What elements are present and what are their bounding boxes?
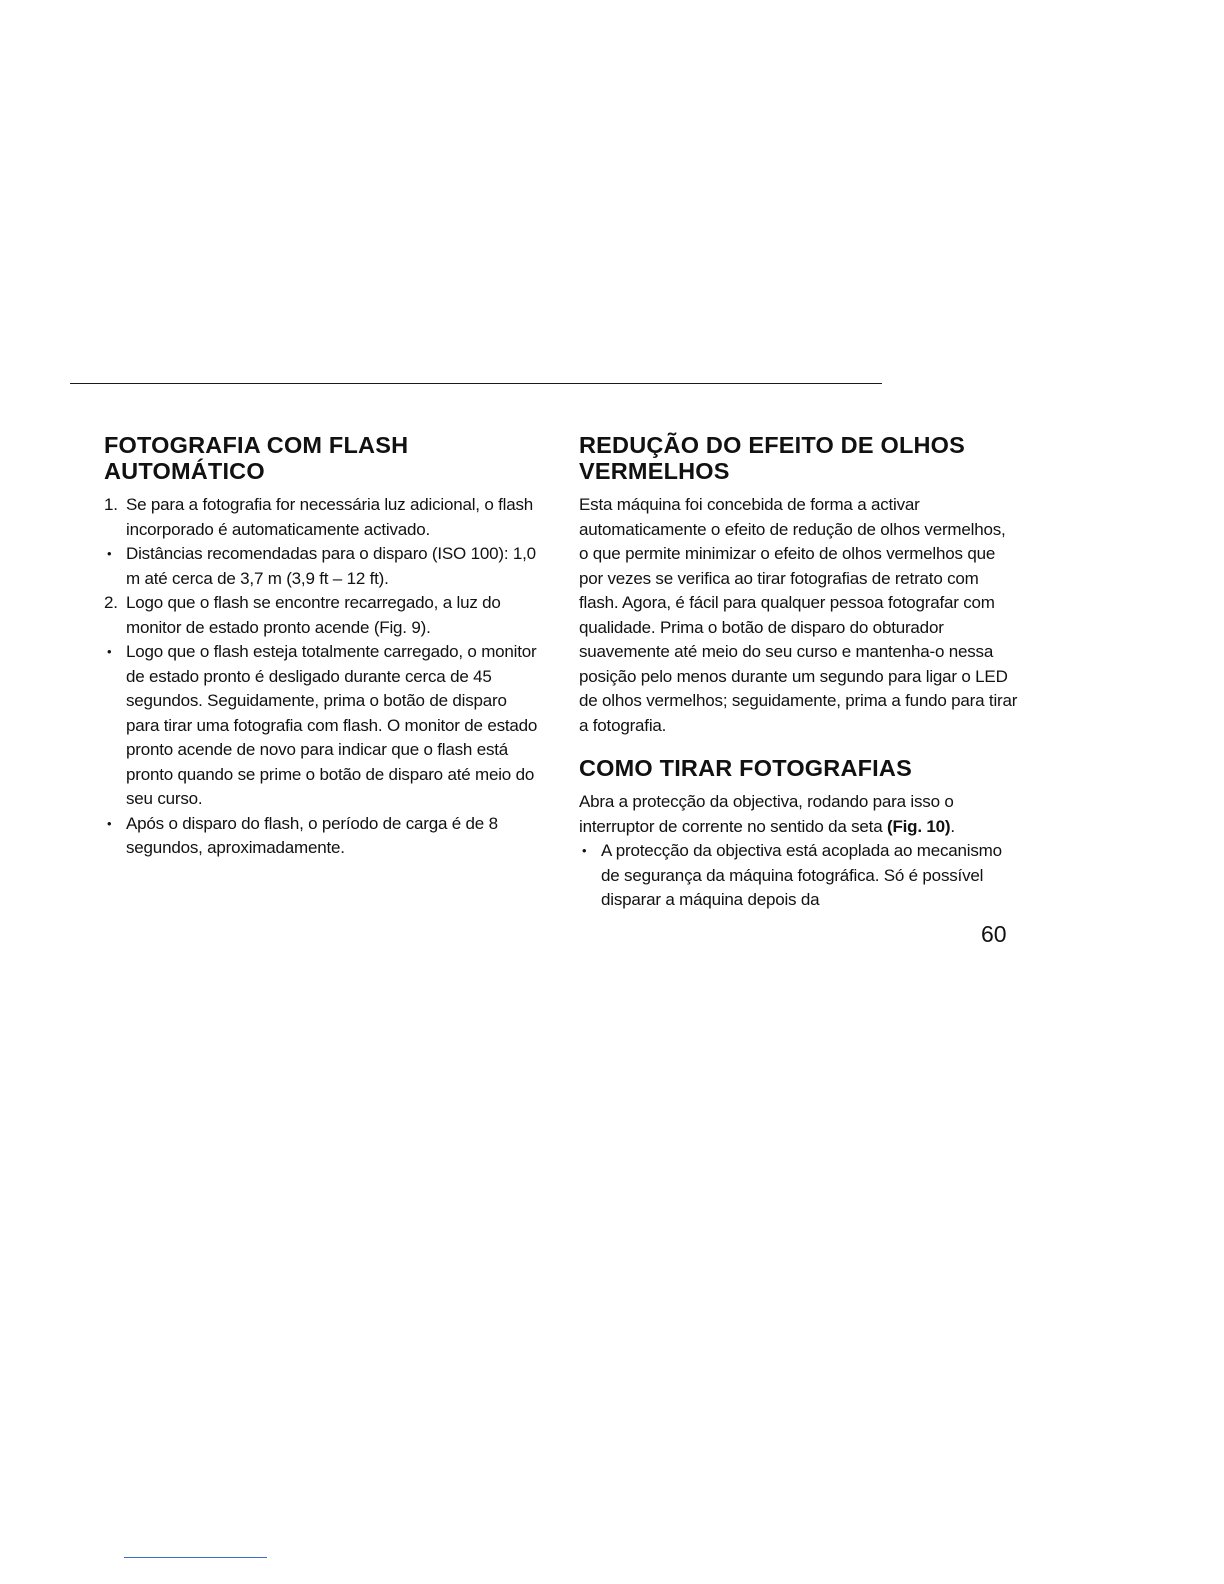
list-item-text: A protecção da objectiva está acoplada ao mecanismo de segurança da máquina fotográfica. Só é possível disparar a máquina depois da [601,841,1002,909]
list-item [104,812,544,861]
taking-photos-paragraph [579,790,1019,839]
list-marker: • [107,546,112,561]
footer-rule [124,1557,267,1558]
list-item-text: Distâncias recomendadas para o disparo (ISO 100): 1,0 m até cerca de 3,7 m (3,9 ft – 12 ft). [126,544,536,588]
heading-line-2: VERMELHOS [579,458,730,484]
heading-line-1: REDUÇÃO DO EFEITO DE OLHOS [579,432,966,458]
flash-instruction-list [104,493,544,861]
list-item [579,839,1019,913]
list-item [104,591,544,640]
list-item [104,640,544,812]
left-column [104,432,544,861]
list-item [104,542,544,591]
header-rule [70,383,882,384]
heading-taking-photos: COMO TIRAR FOTOGRAFIAS [579,755,912,781]
paragraph-end: . [950,816,955,836]
heading-red-eye-reduction [579,432,1019,484]
page-number: 60 [981,921,1007,947]
heading-line-2: AUTOMÁTICO [104,458,265,484]
list-marker: • [582,843,587,858]
figure-reference: (Fig. 10) [886,816,951,836]
list-marker: • [107,815,112,831]
list-item-text: Logo que o flash se encontre recarregado, a luz do monitor de estado pronto acende (Fig. 9). [126,593,501,637]
red-eye-paragraph: Esta máquina foi concebida de forma a activar automaticamente o efeito de redução de olhos vermelhos, o que permite minimizar o efeito de olhos vermelhos que por vezes se verifica ao tirar fotografias de retrato com flash. Agora, é fácil para qualquer pessoa fotografar com qualidade. Prima o botão de disparo do obturador suavemente até meio do seu curso e mantenha-o nessa posição pelo menos durante um segundo para ligar o LED de olhos vermelhos; seguidamente, prima a fundo para tirar a fotografia. [579,495,1018,735]
list-item-text: Após o disparo do flash, o período de carga é de 8 segundos, aproximadamente. [126,813,498,857]
right-column [579,432,1019,913]
list-item-text: Logo que o flash esteja totalmente carregado, o monitor de estado pronto é desligado durante cerca de 45 segundos. Seguidamente, prima o botão de disparo para tirar uma fotografia com flash. O monitor de estado pronto acende de novo para indicar que o flash está pronto quando se prime o botão de disparo até meio do seu curso. [126,642,538,808]
list-item-text: Se para a fotografia for necessária luz adicional, o flash incorporado é automaticamente activado. [126,495,534,539]
list-item [104,493,544,542]
taking-photos-list [579,839,1019,913]
heading-automatic-flash [104,432,544,484]
list-marker: 1. [104,495,118,514]
list-marker: 2. [104,593,118,612]
paragraph-text: Abra a protecção da objectiva, rodando para isso o interruptor de corrente no sentido da seta [579,792,954,836]
heading-line-1: FOTOGRAFIA COM FLASH [104,432,409,458]
list-marker: • [107,644,112,659]
